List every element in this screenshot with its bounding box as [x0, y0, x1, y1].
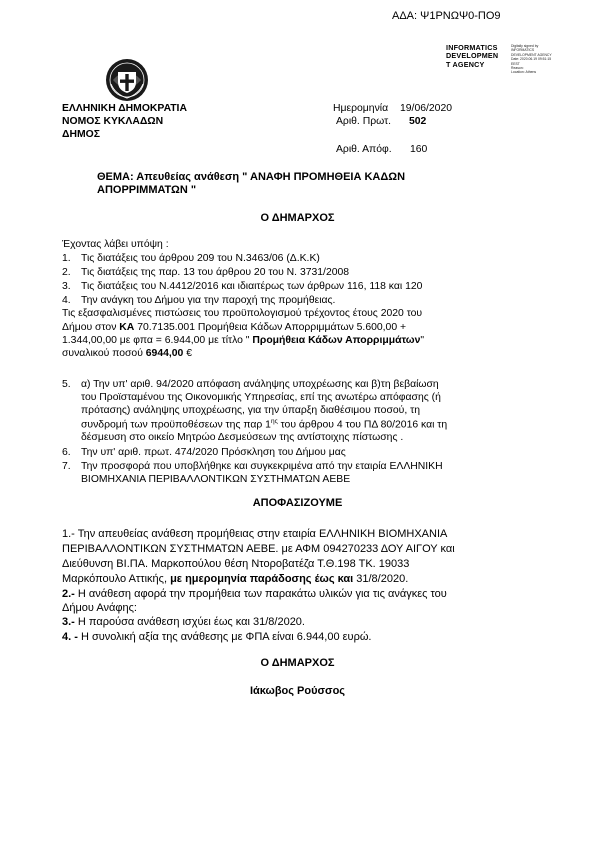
- item-number: 4.: [62, 295, 71, 306]
- coat-of-arms-icon: [105, 58, 149, 102]
- decision-1-line-1: [62, 528, 447, 540]
- item-5-text: συνδρομή των προϋποθέσεων της παρ 1: [81, 419, 271, 431]
- sig-detail-line: DEVELOPMENT AGENCY: [511, 52, 552, 57]
- decision-1-line-4: [62, 573, 408, 585]
- budget-line-4: [62, 348, 192, 359]
- logo-line-2: DEVELOPMEN: [446, 51, 499, 61]
- item-7-line-1: Την προσφορά που υποβλήθηκε και συγκεκριμένα από την εταιρία ΕΛΛΗΝΙΚΗ: [81, 461, 443, 472]
- decision-number: 4. -: [62, 631, 78, 643]
- signature-logo: [446, 44, 498, 69]
- decision-1-line-3: Διεύθυνση ΒΙ.ΠΑ. Μαρκοπούλου θέση Ντοροβατέζα Τ.Θ.198 ΤΚ. 19033: [62, 558, 410, 570]
- subject-line-2: ΑΠΟΡΡΙΜΜΑΤΩΝ ": [97, 184, 197, 196]
- item-number: 1.: [62, 253, 71, 264]
- budget-line-1: Τις εξασφαλισμένες πιστώσεις του προϋπολογισμού τρέχοντος έτους 2020 του: [62, 308, 423, 319]
- item-text: Τις διατάξεις του άρθρου 209 του Ν.3463/06 (Δ.Κ.Κ): [81, 253, 320, 264]
- decision-text: Την απευθείας ανάθεση προμήθειας στην εταιρία ΕΛΛΗΝΙΚΗ ΒΙΟΜΗΧΑΝΙΑ: [74, 528, 448, 540]
- item-5-text: του άρθρου 4 του ΠΔ 80/2016 και τη: [277, 419, 448, 431]
- decision-number-value: 160: [410, 144, 428, 155]
- date-label: Ημερομηνία: [333, 103, 389, 114]
- decision-3: [62, 616, 305, 628]
- protocol-label: Αριθ. Πρωτ.: [336, 116, 392, 127]
- budget-text: 70.7135.001 Προμήθεια Κάδων Απορριμμάτων 5.600,00 +: [134, 322, 407, 333]
- item-5-line-4: [81, 418, 447, 430]
- header-prefecture: ΝΟΜΟΣ ΚΥΚΛΑΔΩΝ: [62, 116, 164, 127]
- item-5-line-5: δέσμευση στο οικείο Μητρώο Δεσμεύσεων της αντίστοιχης πίστωσης .: [81, 432, 404, 443]
- budget-title: Προμήθεια Κάδων Απορριμμάτων: [252, 335, 421, 346]
- signature-details: [511, 44, 552, 75]
- decision-1-line-2: ΠΕΡΙΒΑΛΛΟΝΤΙΚΩΝ ΣΥΣΤΗΜΑΤΩΝ ΑΕΒΕ. με ΑΦΜ 094270233 ΔΟΥ ΑΙΓΟΥ και: [62, 543, 455, 555]
- budget-text: συναλικού ποσού: [62, 348, 146, 359]
- subject-line-1: ΘΕΜΑ: Απευθείας ανάθεση " ΑΝΑΦΗ ΠΡΟΜΗΘΕΙΑ ΚΑΔΩΝ: [97, 171, 406, 183]
- ada-code: ΑΔΑ: Ψ1ΡΝΩΨ0-ΠΟ9: [392, 10, 501, 22]
- decision-text: 31/8/2020.: [353, 573, 409, 585]
- decision-text: Η παρούσα ανάθεση ισχύει έως και 31/8/2020.: [74, 616, 305, 628]
- signature-name: Ιάκωβος Ρούσσος: [249, 685, 346, 697]
- mayor-heading: Ο ΔΗΜΑΡΧΟΣ: [260, 212, 335, 224]
- budget-ka: ΚΑ: [119, 322, 135, 333]
- item-6-number: 6.: [62, 447, 71, 458]
- decision-number: 1.-: [62, 528, 75, 540]
- logo-line-1: INFORMATICS: [446, 43, 498, 52]
- header-republic: ΕΛΛΗΝΙΚΗ ΔΗΜΟΚΡΑΤΙΑ: [62, 103, 187, 114]
- header-municipality: ΔΗΜΟΣ: [62, 129, 100, 140]
- item-text: Την ανάγκη του Δήμου για την παροχή της προμήθειας.: [81, 295, 336, 306]
- decision-text: Η συνολική αξία της ανάθεσης με ΦΠΑ είναι 6.944,00 ευρώ.: [77, 631, 372, 643]
- budget-text: 1.344,00,00 με φπα = 6.944,00 με τίτλο ": [62, 335, 253, 346]
- item-6-text: Την υπ' αριθ. πρωτ. 474/2020 Πρόσκληση του Δήμου μας: [81, 447, 346, 458]
- item-5-line-1: α) Την υπ' αριθ. 94/2020 απόφαση ανάληψης υποχρέωσης και β)τη βεβαίωση: [81, 379, 439, 390]
- decide-heading: ΑΠΟΦΑΣΙΖΟΥΜΕ: [252, 497, 343, 509]
- sig-detail-line: Location: Athens: [511, 70, 537, 75]
- item-text: Τις διατάξεις του Ν.4412/2016 και ιδιαιτέρως των άρθρων 116, 118 και 120: [81, 281, 423, 292]
- item-5-number: 5.: [62, 379, 71, 390]
- considering-intro: Έχοντας λάβει υπόψη :: [62, 239, 169, 250]
- protocol-value: 502: [409, 116, 427, 127]
- item-5-sup: ης: [270, 418, 278, 425]
- decision-4: [62, 631, 371, 643]
- item-7-number: 7.: [62, 461, 71, 472]
- decision-number: 3.-: [62, 616, 75, 628]
- signature-heading: Ο ΔΗΜΑΡΧΟΣ: [260, 657, 335, 669]
- sig-detail-line: Reason:: [511, 66, 524, 71]
- item-5-line-3: πρότασης) ανάληψης υποχρέωσης, για την ύπαρξη διαθέσιμου ποσού, τη: [81, 405, 420, 416]
- decision-number: 2.-: [62, 588, 75, 600]
- budget-total: 6944,00: [145, 348, 184, 359]
- logo-line-3: T AGENCY: [446, 59, 485, 69]
- budget-line-2: [62, 322, 406, 333]
- decision-text: Μαρκόπουλο Αττικής,: [62, 573, 171, 585]
- sig-detail-line: INFORMATICS: [511, 48, 535, 53]
- sig-detail-line: EEST: [511, 61, 520, 66]
- date-value: 19/06/2020: [400, 103, 453, 114]
- delivery-date-label: με ημερομηνία παράδοσης έως και: [170, 573, 354, 585]
- budget-line-3: [62, 335, 424, 346]
- sig-detail-line: Digitally signed by: [511, 44, 539, 48]
- decision-number-label: Αριθ. Απόφ.: [336, 144, 392, 155]
- decision-text: Η ανάθεση αφορά την προμήθεια των παρακάτω υλικών για τις ανάγκες του: [74, 588, 447, 600]
- item-number: 2.: [62, 267, 71, 278]
- decision-2-line-1: [62, 588, 447, 600]
- budget-text: Δήμου στον: [62, 322, 120, 333]
- item-text: Τις διατάξεις της παρ. 13 του άρθρου 20 του Ν. 3731/2008: [81, 267, 350, 278]
- sig-detail-line: Date: 2020.06.19 09:51:15: [511, 57, 552, 62]
- item-7-line-2: ΒΙΟΜΗΧΑΝΙΑ ΠΕΡΙΒΑΛΛΟΝΤΙΚΩΝ ΣΥΣΤΗΜΑΤΩΝ ΑΕΒΕ: [81, 474, 351, 485]
- decision-2-line-2: Δήμου Ανάφης:: [62, 602, 137, 614]
- item-5-line-2: του Προϊσταμένου της Οικονομικής Υπηρεσίας, επί της ανωτέρω απόφασης (ή: [81, 392, 441, 403]
- budget-currency: €: [183, 348, 193, 359]
- item-number: 3.: [62, 281, 71, 292]
- budget-text: ": [420, 335, 425, 346]
